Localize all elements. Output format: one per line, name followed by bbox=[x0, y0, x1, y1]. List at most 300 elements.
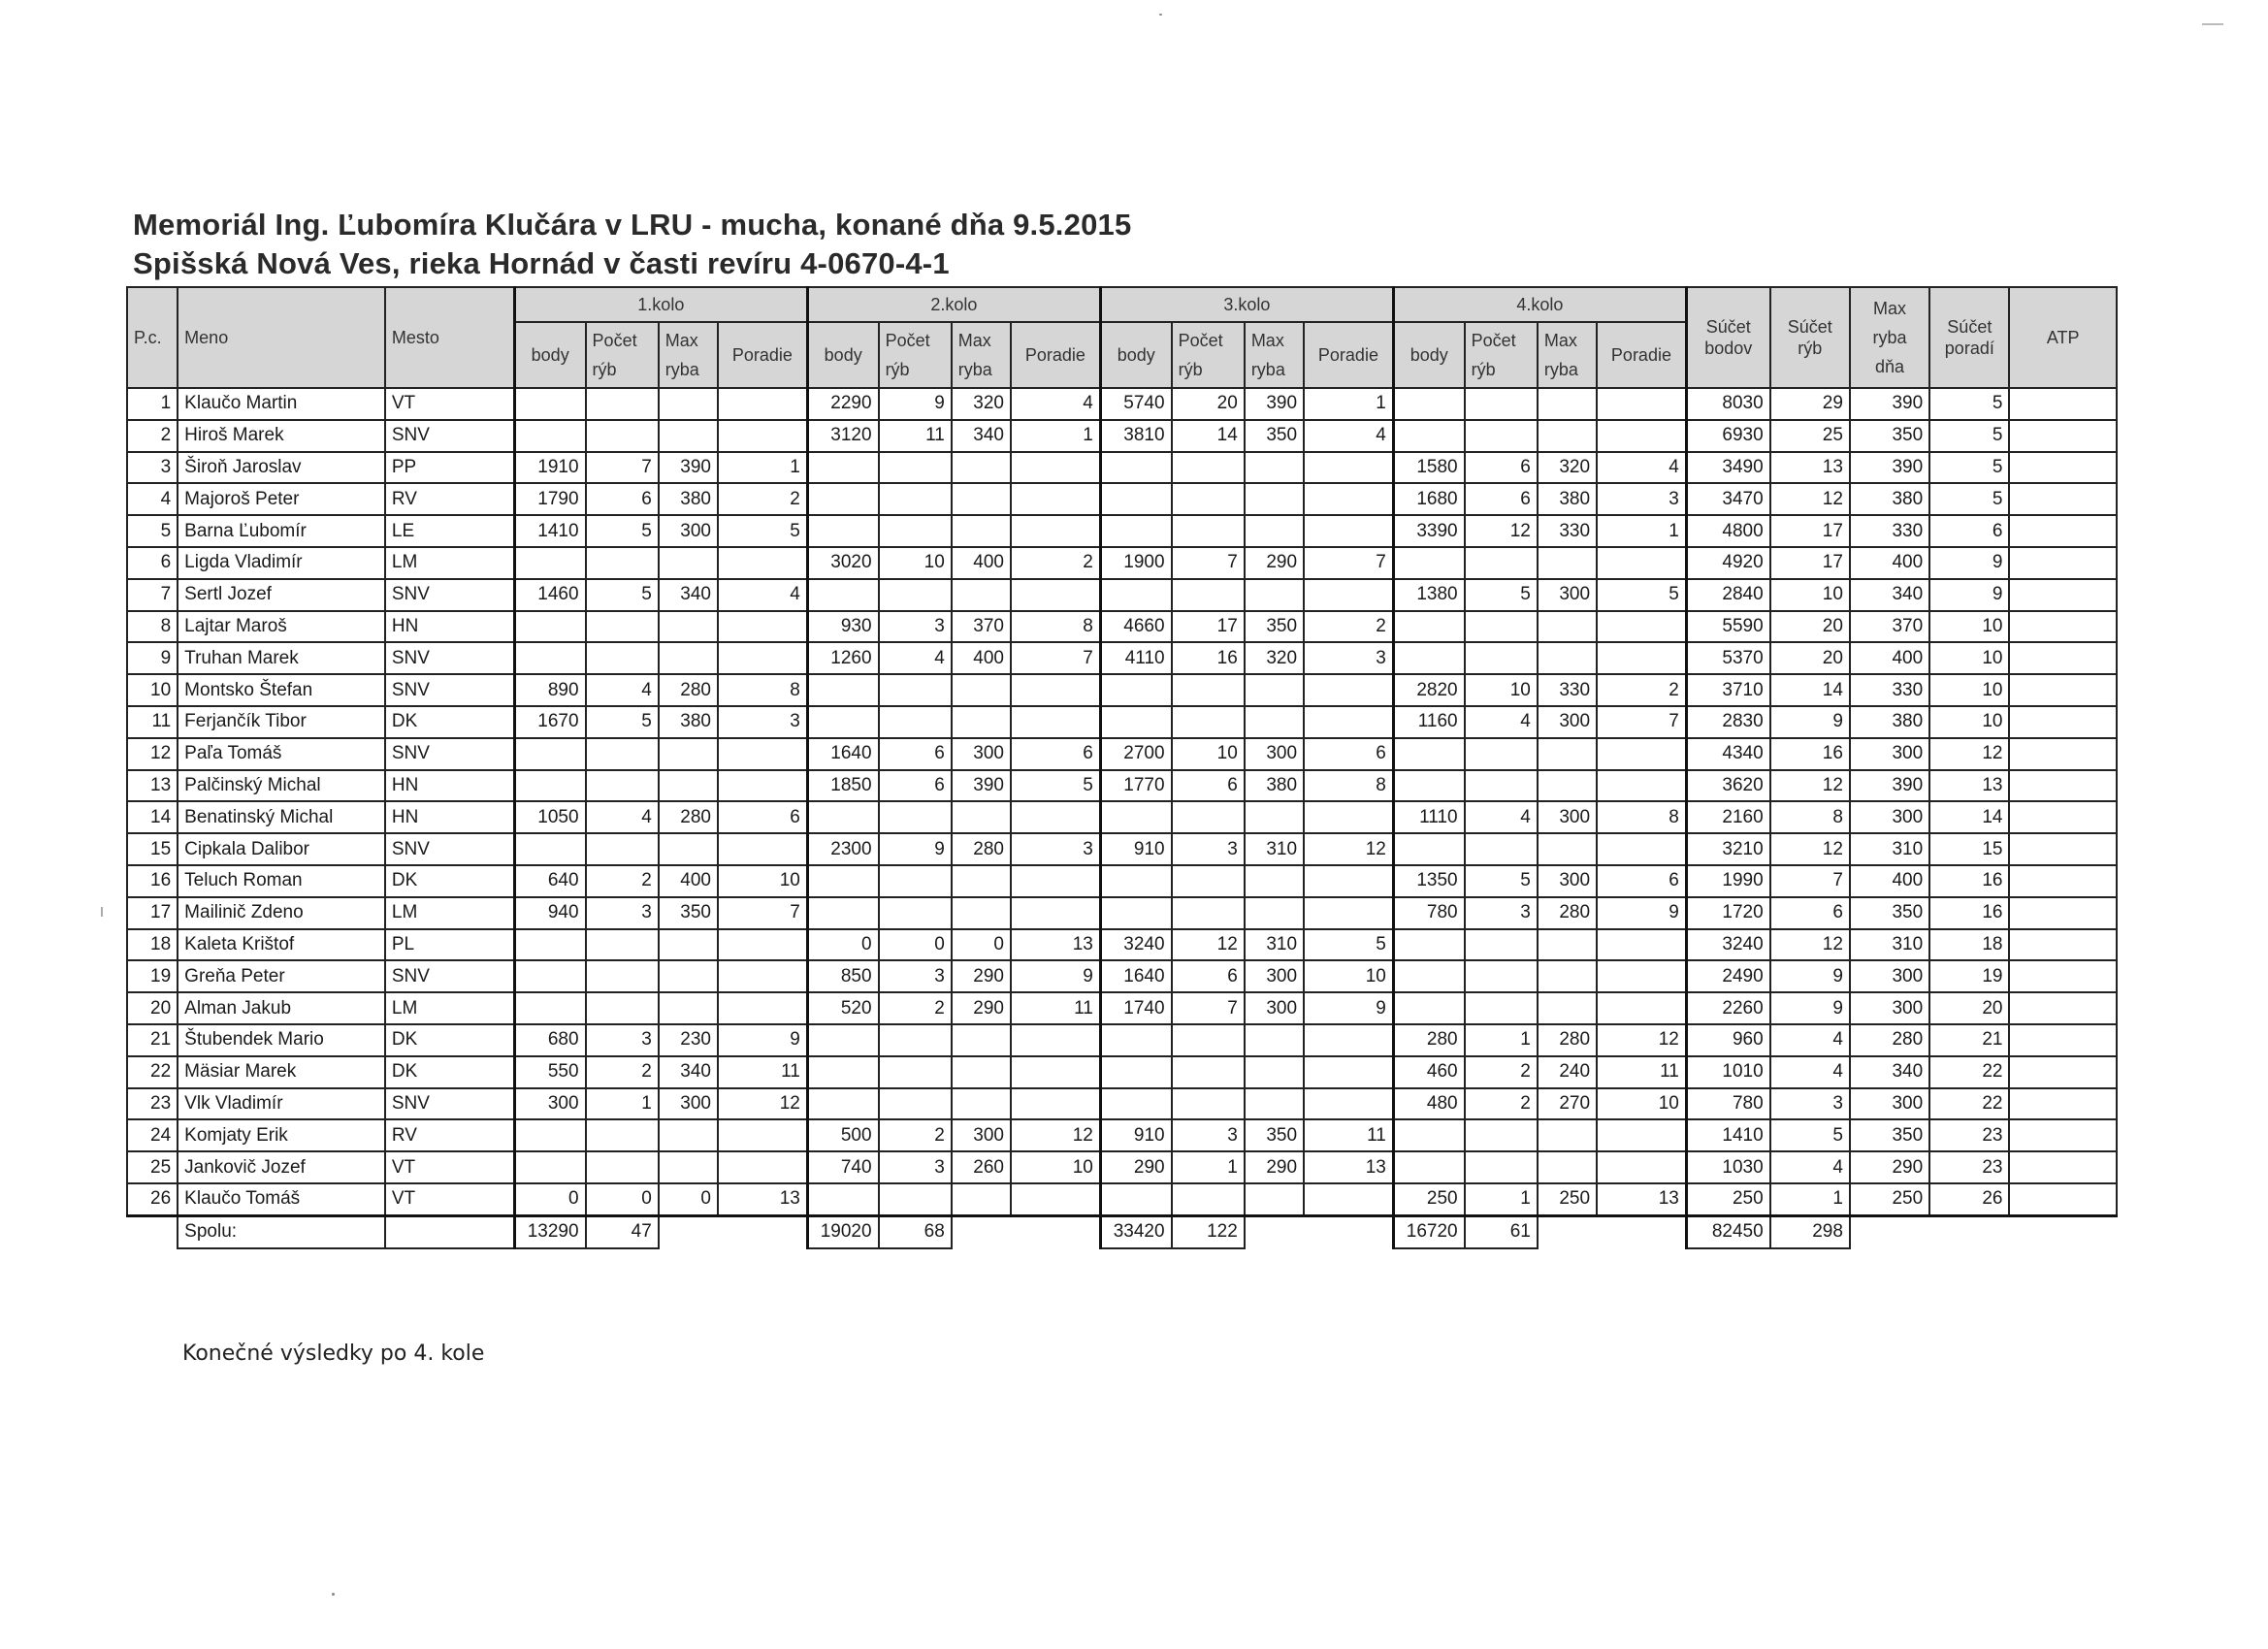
cell-r4-max-ryba: 300 bbox=[1538, 579, 1597, 611]
cell-atp bbox=[2009, 674, 2117, 706]
cell-r4-max-ryba: 320 bbox=[1538, 452, 1597, 484]
cell-r2-body bbox=[807, 1056, 878, 1088]
cell-sucet-ryb: 9 bbox=[1770, 706, 1850, 738]
cell-sucet-poradi: 5 bbox=[1929, 452, 2009, 484]
cell-r4-pocet-ryb: 1 bbox=[1465, 1024, 1538, 1056]
cell-r2-body bbox=[807, 579, 878, 611]
header-pc: P.c. bbox=[127, 287, 178, 388]
cell-max-ryba-dna: 350 bbox=[1850, 897, 1929, 929]
results-table bbox=[126, 286, 2118, 1249]
cell-r3-max-ryba bbox=[1245, 1024, 1304, 1056]
cell-mesto: RV bbox=[385, 1119, 514, 1151]
cell-meno: Greňa Peter bbox=[178, 960, 385, 992]
cell-r4-max-ryba: 250 bbox=[1538, 1183, 1597, 1215]
cell-r3-body: 1640 bbox=[1100, 960, 1171, 992]
cell-meno: Hiroš Marek bbox=[178, 420, 385, 452]
subheader-r3-body: body bbox=[1100, 322, 1171, 388]
cell-r2-body bbox=[807, 706, 878, 738]
cell-meno: Ligda Vladimír bbox=[178, 547, 385, 579]
cell-r1-pocet-ryb bbox=[586, 1151, 659, 1183]
total-r2-ryb: 68 bbox=[879, 1215, 952, 1247]
cell-pc: 21 bbox=[127, 1024, 178, 1056]
cell-max-ryba-dna: 390 bbox=[1850, 770, 1929, 802]
cell-r3-pocet-ryb: 6 bbox=[1172, 960, 1245, 992]
cell-r2-pocet-ryb bbox=[879, 801, 952, 833]
cell-pc: 16 bbox=[127, 865, 178, 897]
cell-r4-max-ryba bbox=[1538, 1151, 1597, 1183]
table-row bbox=[127, 420, 2117, 452]
cell-mesto: SNV bbox=[385, 833, 514, 865]
cell-pc: 9 bbox=[127, 642, 178, 674]
cell-pc: 6 bbox=[127, 547, 178, 579]
cell-sucet-bodov: 780 bbox=[1686, 1088, 1769, 1120]
cell-r3-max-ryba: 310 bbox=[1245, 833, 1304, 865]
cell-r1-body: 0 bbox=[514, 1183, 585, 1215]
cell-r3-poradie bbox=[1304, 801, 1393, 833]
cell-r4-pocet-ryb: 1 bbox=[1465, 1183, 1538, 1215]
cell-r2-body: 500 bbox=[807, 1119, 878, 1151]
cell-r2-body: 1640 bbox=[807, 738, 878, 770]
cell-sucet-poradi: 10 bbox=[1929, 642, 2009, 674]
cell-sucet-poradi: 12 bbox=[1929, 738, 2009, 770]
cell-r2-max-ryba bbox=[952, 452, 1011, 484]
cell-r4-poradie bbox=[1597, 960, 1686, 992]
cell-r4-pocet-ryb: 2 bbox=[1465, 1056, 1538, 1088]
cell-r2-poradie: 1 bbox=[1011, 420, 1100, 452]
cell-r3-pocet-ryb bbox=[1172, 483, 1245, 515]
cell-r4-max-ryba: 330 bbox=[1538, 515, 1597, 547]
cell-r4-body: 1580 bbox=[1393, 452, 1464, 484]
cell-r2-max-ryba bbox=[952, 865, 1011, 897]
cell-mesto: VT bbox=[385, 1183, 514, 1215]
subheader-r2-max-ryba: Max ryba bbox=[952, 322, 1011, 388]
cell-r4-body: 1350 bbox=[1393, 865, 1464, 897]
cell-mesto: DK bbox=[385, 1056, 514, 1088]
cell-r1-pocet-ryb bbox=[586, 1119, 659, 1151]
cell-atp bbox=[2009, 1024, 2117, 1056]
cell-sucet-bodov: 4800 bbox=[1686, 515, 1769, 547]
cell-r1-body bbox=[514, 1151, 585, 1183]
cell-r1-max-ryba bbox=[659, 929, 718, 961]
cell-mesto: PP bbox=[385, 452, 514, 484]
cell-r2-pocet-ryb bbox=[879, 452, 952, 484]
cell-r1-max-ryba: 400 bbox=[659, 865, 718, 897]
scan-speck bbox=[332, 1593, 335, 1596]
cell-r3-max-ryba bbox=[1245, 483, 1304, 515]
cell-sucet-bodov: 8030 bbox=[1686, 388, 1769, 420]
table-row bbox=[127, 547, 2117, 579]
cell-r2-poradie bbox=[1011, 706, 1100, 738]
title-line-2: Spišská Nová Ves, rieka Hornád v časti revíru 4-0670-4-1 bbox=[133, 246, 950, 280]
cell-r4-max-ryba: 280 bbox=[1538, 1024, 1597, 1056]
cell-r2-max-ryba: 400 bbox=[952, 547, 1011, 579]
cell-sucet-poradi: 23 bbox=[1929, 1119, 2009, 1151]
cell-r2-pocet-ryb bbox=[879, 674, 952, 706]
cell-r1-body: 1460 bbox=[514, 579, 585, 611]
cell-r3-max-ryba: 320 bbox=[1245, 642, 1304, 674]
cell-pc: 17 bbox=[127, 897, 178, 929]
cell-mesto: DK bbox=[385, 1024, 514, 1056]
cell-r1-max-ryba bbox=[659, 738, 718, 770]
cell-sucet-bodov: 5590 bbox=[1686, 611, 1769, 643]
cell-sucet-ryb: 9 bbox=[1770, 960, 1850, 992]
total-r1-ryb: 47 bbox=[586, 1215, 659, 1247]
table-row bbox=[127, 897, 2117, 929]
cell-r2-max-ryba: 300 bbox=[952, 1119, 1011, 1151]
table-row bbox=[127, 833, 2117, 865]
cell-atp bbox=[2009, 1183, 2117, 1215]
cell-r2-body: 1260 bbox=[807, 642, 878, 674]
cell-r1-pocet-ryb bbox=[586, 960, 659, 992]
subheader-r2-poradie: Poradie bbox=[1011, 322, 1100, 388]
cell-sucet-bodov: 1010 bbox=[1686, 1056, 1769, 1088]
cell-sucet-ryb: 12 bbox=[1770, 833, 1850, 865]
cell-r1-body: 1050 bbox=[514, 801, 585, 833]
cell-mesto: LM bbox=[385, 897, 514, 929]
cell-r2-max-ryba bbox=[952, 897, 1011, 929]
subheader-r2-body: body bbox=[807, 322, 878, 388]
cell-r1-body: 1910 bbox=[514, 452, 585, 484]
cell-pc: 11 bbox=[127, 706, 178, 738]
cell-sucet-ryb: 13 bbox=[1770, 452, 1850, 484]
cell-r3-body bbox=[1100, 865, 1171, 897]
cell-r4-pocet-ryb bbox=[1465, 388, 1538, 420]
cell-r4-poradie: 2 bbox=[1597, 674, 1686, 706]
cell-sucet-poradi: 14 bbox=[1929, 801, 2009, 833]
cell-r3-pocet-ryb: 7 bbox=[1172, 547, 1245, 579]
cell-r3-max-ryba: 290 bbox=[1245, 1151, 1304, 1183]
cell-r2-body bbox=[807, 674, 878, 706]
cell-pc: 8 bbox=[127, 611, 178, 643]
cell-r1-poradie: 7 bbox=[718, 897, 807, 929]
subheader-r4-max-ryba: Max ryba bbox=[1538, 322, 1597, 388]
cell-r1-poradie bbox=[718, 738, 807, 770]
cell-r4-poradie: 8 bbox=[1597, 801, 1686, 833]
cell-r3-max-ryba: 290 bbox=[1245, 547, 1304, 579]
cell-r1-max-ryba: 280 bbox=[659, 674, 718, 706]
cell-r2-pocet-ryb: 3 bbox=[879, 1151, 952, 1183]
cell-r3-poradie: 6 bbox=[1304, 738, 1393, 770]
cell-r1-max-ryba bbox=[659, 611, 718, 643]
cell-r3-body: 5740 bbox=[1100, 388, 1171, 420]
cell-r3-max-ryba bbox=[1245, 706, 1304, 738]
cell-r4-body bbox=[1393, 642, 1464, 674]
cell-atp bbox=[2009, 1151, 2117, 1183]
cell-r4-pocet-ryb bbox=[1465, 1151, 1538, 1183]
total-sucet-bodov: 82450 bbox=[1686, 1215, 1769, 1247]
cell-r1-poradie: 10 bbox=[718, 865, 807, 897]
cell-meno: Široň Jaroslav bbox=[178, 452, 385, 484]
cell-r3-poradie: 4 bbox=[1304, 420, 1393, 452]
cell-r2-body: 2300 bbox=[807, 833, 878, 865]
cell-atp bbox=[2009, 452, 2117, 484]
cell-r3-pocet-ryb: 12 bbox=[1172, 929, 1245, 961]
cell-sucet-poradi: 18 bbox=[1929, 929, 2009, 961]
cell-r3-pocet-ryb bbox=[1172, 1183, 1245, 1215]
cell-meno: Barna Ľubomír bbox=[178, 515, 385, 547]
cell-r2-pocet-ryb: 9 bbox=[879, 388, 952, 420]
cell-r3-body: 1740 bbox=[1100, 992, 1171, 1024]
table-row bbox=[127, 1088, 2117, 1120]
cell-r4-body bbox=[1393, 388, 1464, 420]
cell-r1-body bbox=[514, 420, 585, 452]
cell-r4-poradie bbox=[1597, 992, 1686, 1024]
cell-r1-pocet-ryb bbox=[586, 770, 659, 802]
cell-atp bbox=[2009, 1056, 2117, 1088]
cell-max-ryba-dna: 300 bbox=[1850, 1088, 1929, 1120]
cell-r2-pocet-ryb bbox=[879, 1183, 952, 1215]
table-row bbox=[127, 1056, 2117, 1088]
cell-sucet-poradi: 16 bbox=[1929, 897, 2009, 929]
cell-mesto: SNV bbox=[385, 738, 514, 770]
subheader-r1-pocet-ryb: Počet rýb bbox=[586, 322, 659, 388]
cell-r3-body bbox=[1100, 674, 1171, 706]
table-row bbox=[127, 1024, 2117, 1056]
cell-r4-body: 280 bbox=[1393, 1024, 1464, 1056]
subheader-r1-max-ryba: Max ryba bbox=[659, 322, 718, 388]
cell-pc: 26 bbox=[127, 1183, 178, 1215]
cell-r2-pocet-ryb bbox=[879, 483, 952, 515]
cell-sucet-ryb: 29 bbox=[1770, 388, 1850, 420]
cell-r4-body bbox=[1393, 547, 1464, 579]
cell-r4-poradie: 12 bbox=[1597, 1024, 1686, 1056]
cell-max-ryba-dna: 250 bbox=[1850, 1183, 1929, 1215]
cell-r1-pocet-ryb bbox=[586, 992, 659, 1024]
cell-r2-max-ryba bbox=[952, 1024, 1011, 1056]
cell-max-ryba-dna: 390 bbox=[1850, 452, 1929, 484]
cell-r4-max-ryba bbox=[1538, 960, 1597, 992]
cell-max-ryba-dna: 300 bbox=[1850, 801, 1929, 833]
cell-r4-body: 3390 bbox=[1393, 515, 1464, 547]
cell-sucet-bodov: 3240 bbox=[1686, 929, 1769, 961]
cell-r2-body: 3120 bbox=[807, 420, 878, 452]
cell-atp bbox=[2009, 706, 2117, 738]
cell-r3-poradie: 3 bbox=[1304, 642, 1393, 674]
table-row bbox=[127, 770, 2117, 802]
cell-sucet-ryb: 6 bbox=[1770, 897, 1850, 929]
cell-r1-max-ryba: 380 bbox=[659, 706, 718, 738]
cell-r2-pocet-ryb bbox=[879, 515, 952, 547]
cell-r2-poradie bbox=[1011, 515, 1100, 547]
cell-r3-max-ryba bbox=[1245, 452, 1304, 484]
subheader-r3-max-ryba: Max ryba bbox=[1245, 322, 1304, 388]
header-meno: Meno bbox=[178, 287, 385, 388]
cell-mesto: SNV bbox=[385, 642, 514, 674]
cell-r2-max-ryba bbox=[952, 801, 1011, 833]
cell-r3-pocet-ryb bbox=[1172, 865, 1245, 897]
cell-r3-max-ryba bbox=[1245, 1088, 1304, 1120]
cell-r2-max-ryba: 290 bbox=[952, 992, 1011, 1024]
cell-r4-max-ryba bbox=[1538, 833, 1597, 865]
header-max-ryba-dna: Max ryba dňa bbox=[1850, 287, 1929, 388]
cell-r1-poradie: 12 bbox=[718, 1088, 807, 1120]
cell-sucet-ryb: 7 bbox=[1770, 865, 1850, 897]
cell-meno: Truhan Marek bbox=[178, 642, 385, 674]
cell-r2-poradie: 5 bbox=[1011, 770, 1100, 802]
header-round-4: 4.kolo bbox=[1393, 287, 1686, 322]
cell-r3-poradie bbox=[1304, 674, 1393, 706]
cell-r1-max-ryba: 390 bbox=[659, 452, 718, 484]
cell-r4-max-ryba: 240 bbox=[1538, 1056, 1597, 1088]
cell-meno: Mäsiar Marek bbox=[178, 1056, 385, 1088]
cell-r3-pocet-ryb: 10 bbox=[1172, 738, 1245, 770]
cell-r3-pocet-ryb bbox=[1172, 801, 1245, 833]
cell-atp bbox=[2009, 1119, 2117, 1151]
cell-sucet-poradi: 6 bbox=[1929, 515, 2009, 547]
header-atp: ATP bbox=[2009, 287, 2117, 388]
cell-r2-poradie: 3 bbox=[1011, 833, 1100, 865]
table-row bbox=[127, 1151, 2117, 1183]
cell-sucet-bodov: 2840 bbox=[1686, 579, 1769, 611]
cell-r1-body bbox=[514, 992, 585, 1024]
cell-r4-pocet-ryb bbox=[1465, 1119, 1538, 1151]
cell-r1-poradie: 2 bbox=[718, 483, 807, 515]
cell-sucet-bodov: 1990 bbox=[1686, 865, 1769, 897]
cell-r2-max-ryba bbox=[952, 483, 1011, 515]
table-row bbox=[127, 992, 2117, 1024]
cell-atp bbox=[2009, 801, 2117, 833]
cell-r3-max-ryba bbox=[1245, 897, 1304, 929]
header-mesto: Mesto bbox=[385, 287, 514, 388]
cell-r1-max-ryba: 340 bbox=[659, 1056, 718, 1088]
cell-r1-max-ryba: 230 bbox=[659, 1024, 718, 1056]
cell-r1-pocet-ryb: 2 bbox=[586, 865, 659, 897]
cell-r2-pocet-ryb: 0 bbox=[879, 929, 952, 961]
cell-r4-poradie: 13 bbox=[1597, 1183, 1686, 1215]
cell-r1-poradie: 5 bbox=[718, 515, 807, 547]
cell-r4-poradie: 1 bbox=[1597, 515, 1686, 547]
cell-r3-poradie: 2 bbox=[1304, 611, 1393, 643]
cell-r1-max-ryba bbox=[659, 770, 718, 802]
cell-r2-body bbox=[807, 1024, 878, 1056]
cell-sucet-poradi: 22 bbox=[1929, 1088, 2009, 1120]
cell-r2-pocet-ryb bbox=[879, 1024, 952, 1056]
cell-meno: Montsko Štefan bbox=[178, 674, 385, 706]
cell-r4-pocet-ryb bbox=[1465, 547, 1538, 579]
table-row bbox=[127, 738, 2117, 770]
cell-r4-max-ryba bbox=[1538, 1119, 1597, 1151]
cell-meno: Paľa Tomáš bbox=[178, 738, 385, 770]
cell-sucet-poradi: 15 bbox=[1929, 833, 2009, 865]
subheader-r2-pocet-ryb: Počet rýb bbox=[879, 322, 952, 388]
cell-atp bbox=[2009, 515, 2117, 547]
cell-r1-poradie: 3 bbox=[718, 706, 807, 738]
cell-atp bbox=[2009, 483, 2117, 515]
cell-r4-max-ryba bbox=[1538, 420, 1597, 452]
cell-max-ryba-dna: 340 bbox=[1850, 1056, 1929, 1088]
cell-sucet-poradi: 23 bbox=[1929, 1151, 2009, 1183]
cell-r4-body: 460 bbox=[1393, 1056, 1464, 1088]
cell-r4-max-ryba bbox=[1538, 929, 1597, 961]
cell-r3-pocet-ryb bbox=[1172, 515, 1245, 547]
cell-sucet-bodov: 5370 bbox=[1686, 642, 1769, 674]
cell-r1-poradie: 1 bbox=[718, 452, 807, 484]
cell-r1-pocet-ryb: 3 bbox=[586, 897, 659, 929]
cell-r3-body: 2700 bbox=[1100, 738, 1171, 770]
cell-atp bbox=[2009, 420, 2117, 452]
footer-note: Konečné výsledky po 4. kole bbox=[182, 1342, 485, 1366]
cell-r4-poradie bbox=[1597, 547, 1686, 579]
subheader-r4-body: body bbox=[1393, 322, 1464, 388]
cell-r1-body bbox=[514, 770, 585, 802]
cell-r4-poradie: 9 bbox=[1597, 897, 1686, 929]
cell-meno: Komjaty Erik bbox=[178, 1119, 385, 1151]
cell-r3-poradie bbox=[1304, 865, 1393, 897]
cell-r4-body bbox=[1393, 992, 1464, 1024]
cell-r3-poradie bbox=[1304, 483, 1393, 515]
cell-r1-body bbox=[514, 738, 585, 770]
cell-r2-pocet-ryb bbox=[879, 865, 952, 897]
cell-r3-max-ryba: 350 bbox=[1245, 611, 1304, 643]
cell-r3-pocet-ryb: 20 bbox=[1172, 388, 1245, 420]
cell-r2-max-ryba bbox=[952, 706, 1011, 738]
cell-r3-pocet-ryb bbox=[1172, 1056, 1245, 1088]
cell-r2-poradie: 4 bbox=[1011, 388, 1100, 420]
cell-sucet-ryb: 1 bbox=[1770, 1183, 1850, 1215]
cell-r1-poradie bbox=[718, 1151, 807, 1183]
cell-r3-body: 3810 bbox=[1100, 420, 1171, 452]
cell-mesto: HN bbox=[385, 770, 514, 802]
cell-r4-poradie bbox=[1597, 929, 1686, 961]
cell-atp bbox=[2009, 547, 2117, 579]
cell-r2-poradie bbox=[1011, 579, 1100, 611]
cell-r1-pocet-ryb: 0 bbox=[586, 1183, 659, 1215]
cell-r4-max-ryba bbox=[1538, 770, 1597, 802]
subheader-r1-poradie: Poradie bbox=[718, 322, 807, 388]
cell-meno: Lajtar Maroš bbox=[178, 611, 385, 643]
cell-meno: Palčinský Michal bbox=[178, 770, 385, 802]
header-sucet-poradi: Súčet poradí bbox=[1929, 287, 2009, 388]
cell-max-ryba-dna: 310 bbox=[1850, 833, 1929, 865]
cell-max-ryba-dna: 370 bbox=[1850, 611, 1929, 643]
cell-max-ryba-dna: 400 bbox=[1850, 865, 1929, 897]
cell-sucet-poradi: 26 bbox=[1929, 1183, 2009, 1215]
cell-pc: 3 bbox=[127, 452, 178, 484]
cell-r4-pocet-ryb bbox=[1465, 960, 1538, 992]
cell-r3-body bbox=[1100, 897, 1171, 929]
cell-r1-pocet-ryb: 4 bbox=[586, 801, 659, 833]
header-sucet-bodov: Súčet bodov bbox=[1686, 287, 1769, 388]
cell-r2-pocet-ryb bbox=[879, 1088, 952, 1120]
cell-r4-max-ryba bbox=[1538, 642, 1597, 674]
cell-r2-body bbox=[807, 801, 878, 833]
cell-r3-max-ryba bbox=[1245, 579, 1304, 611]
total-r3-body: 33420 bbox=[1100, 1215, 1171, 1247]
cell-mesto: PL bbox=[385, 929, 514, 961]
cell-r3-poradie: 8 bbox=[1304, 770, 1393, 802]
cell-sucet-ryb: 4 bbox=[1770, 1056, 1850, 1088]
cell-r1-poradie bbox=[718, 960, 807, 992]
cell-r2-body: 850 bbox=[807, 960, 878, 992]
cell-r2-body: 3020 bbox=[807, 547, 878, 579]
cell-r3-body: 4660 bbox=[1100, 611, 1171, 643]
cell-r2-body: 740 bbox=[807, 1151, 878, 1183]
cell-r1-max-ryba bbox=[659, 833, 718, 865]
cell-sucet-bodov: 3490 bbox=[1686, 452, 1769, 484]
cell-r4-poradie: 10 bbox=[1597, 1088, 1686, 1120]
subheader-r4-pocet-ryb: Počet rýb bbox=[1465, 322, 1538, 388]
cell-r2-poradie bbox=[1011, 801, 1100, 833]
cell-r4-pocet-ryb: 10 bbox=[1465, 674, 1538, 706]
cell-r3-max-ryba: 350 bbox=[1245, 420, 1304, 452]
cell-r2-max-ryba: 300 bbox=[952, 738, 1011, 770]
cell-r2-poradie: 2 bbox=[1011, 547, 1100, 579]
cell-r3-poradie: 7 bbox=[1304, 547, 1393, 579]
cell-r1-pocet-ryb bbox=[586, 547, 659, 579]
cell-r3-pocet-ryb bbox=[1172, 674, 1245, 706]
cell-r1-max-ryba: 0 bbox=[659, 1183, 718, 1215]
cell-r4-body: 2820 bbox=[1393, 674, 1464, 706]
